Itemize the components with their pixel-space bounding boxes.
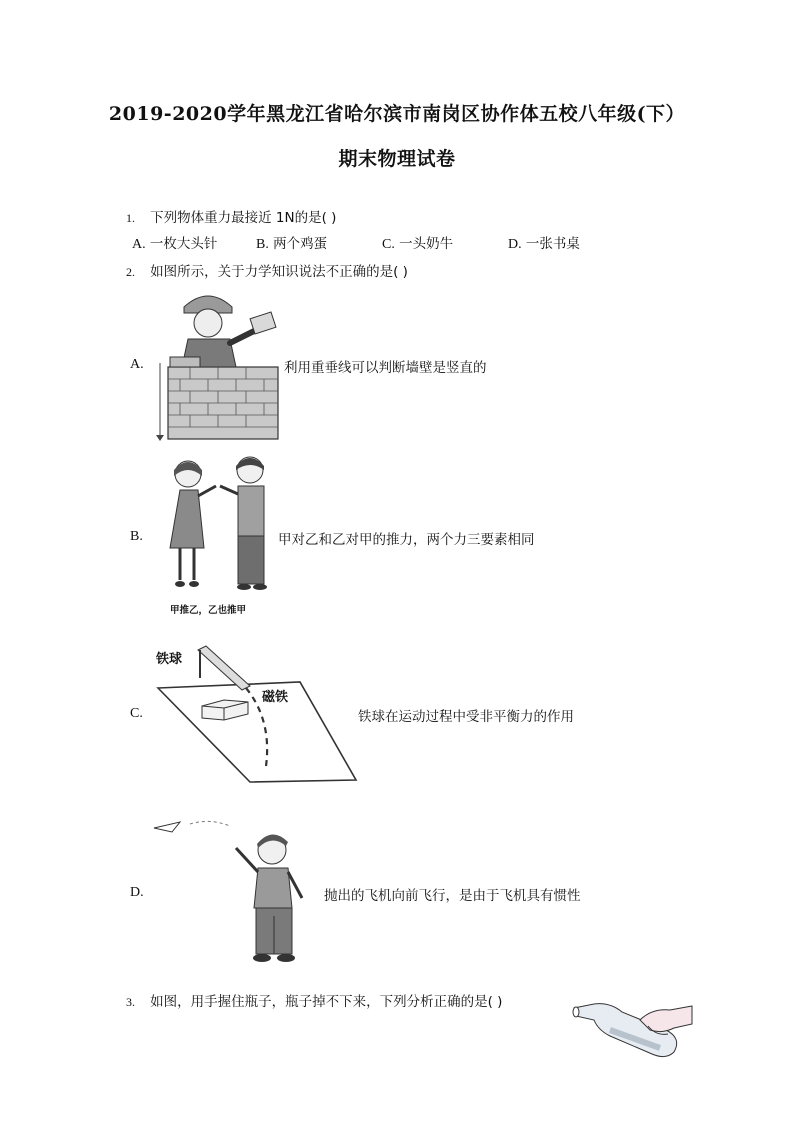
iron-ball-label: 铁球 xyxy=(156,652,183,667)
question-3 xyxy=(126,990,502,1010)
q2-option-b-label: B. xyxy=(130,529,143,544)
q1-option-b: B. 两个鸡蛋 xyxy=(256,236,328,252)
question-number: 2. xyxy=(126,265,135,279)
question-text: 如图所示，关于力学知识说法不正确的是( ) xyxy=(150,264,408,280)
q2-option-c-text: 铁球在运动过程中受非平衡力的作用 xyxy=(358,709,574,725)
q2-option-d-text: 抛出的飞机向前飞行，是由于飞机具有惯性 xyxy=(324,888,581,904)
paper-title-line1: 2019-2020学年黑龙江省哈尔滨市南岗区协作体五校八年级(下） xyxy=(108,103,686,125)
paper-title-line2: 期末物理试卷 xyxy=(338,148,456,170)
question-number: 3. xyxy=(126,995,135,1009)
question-text: 如图，用手握住瓶子，瓶子掉不下来，下列分析正确的是( ) xyxy=(150,994,503,1010)
question-2 xyxy=(126,260,408,280)
question-text: 下列物体重力最接近 1N的是( ) xyxy=(150,210,337,226)
bricklayer-figure xyxy=(150,285,282,443)
q1-option-c: C. 一头奶牛 xyxy=(382,236,454,252)
q2-option-b-figure-caption: 甲推乙，乙也推甲 xyxy=(170,605,247,616)
paper-plane-boy-figure xyxy=(150,812,325,977)
q1-option-d: D. 一张书桌 xyxy=(508,236,580,252)
q2-option-c-label: C. xyxy=(130,706,143,721)
hand-holding-bottle-figure xyxy=(570,990,694,1060)
q2-option-b-text: 甲对乙和乙对甲的推力，两个力三要素相同 xyxy=(278,532,535,548)
q2-option-d-label: D. xyxy=(130,885,144,900)
question-number: 1. xyxy=(126,211,135,225)
question-1 xyxy=(126,206,336,226)
q1-option-a: A. 一枚大头针 xyxy=(132,236,218,252)
q2-option-a-text: 利用重垂线可以判断墙壁是竖直的 xyxy=(284,360,487,376)
q2-option-a-label: A. xyxy=(130,357,144,372)
magnet-label: 磁铁 xyxy=(262,690,289,705)
children-pushing-figure xyxy=(158,452,280,602)
